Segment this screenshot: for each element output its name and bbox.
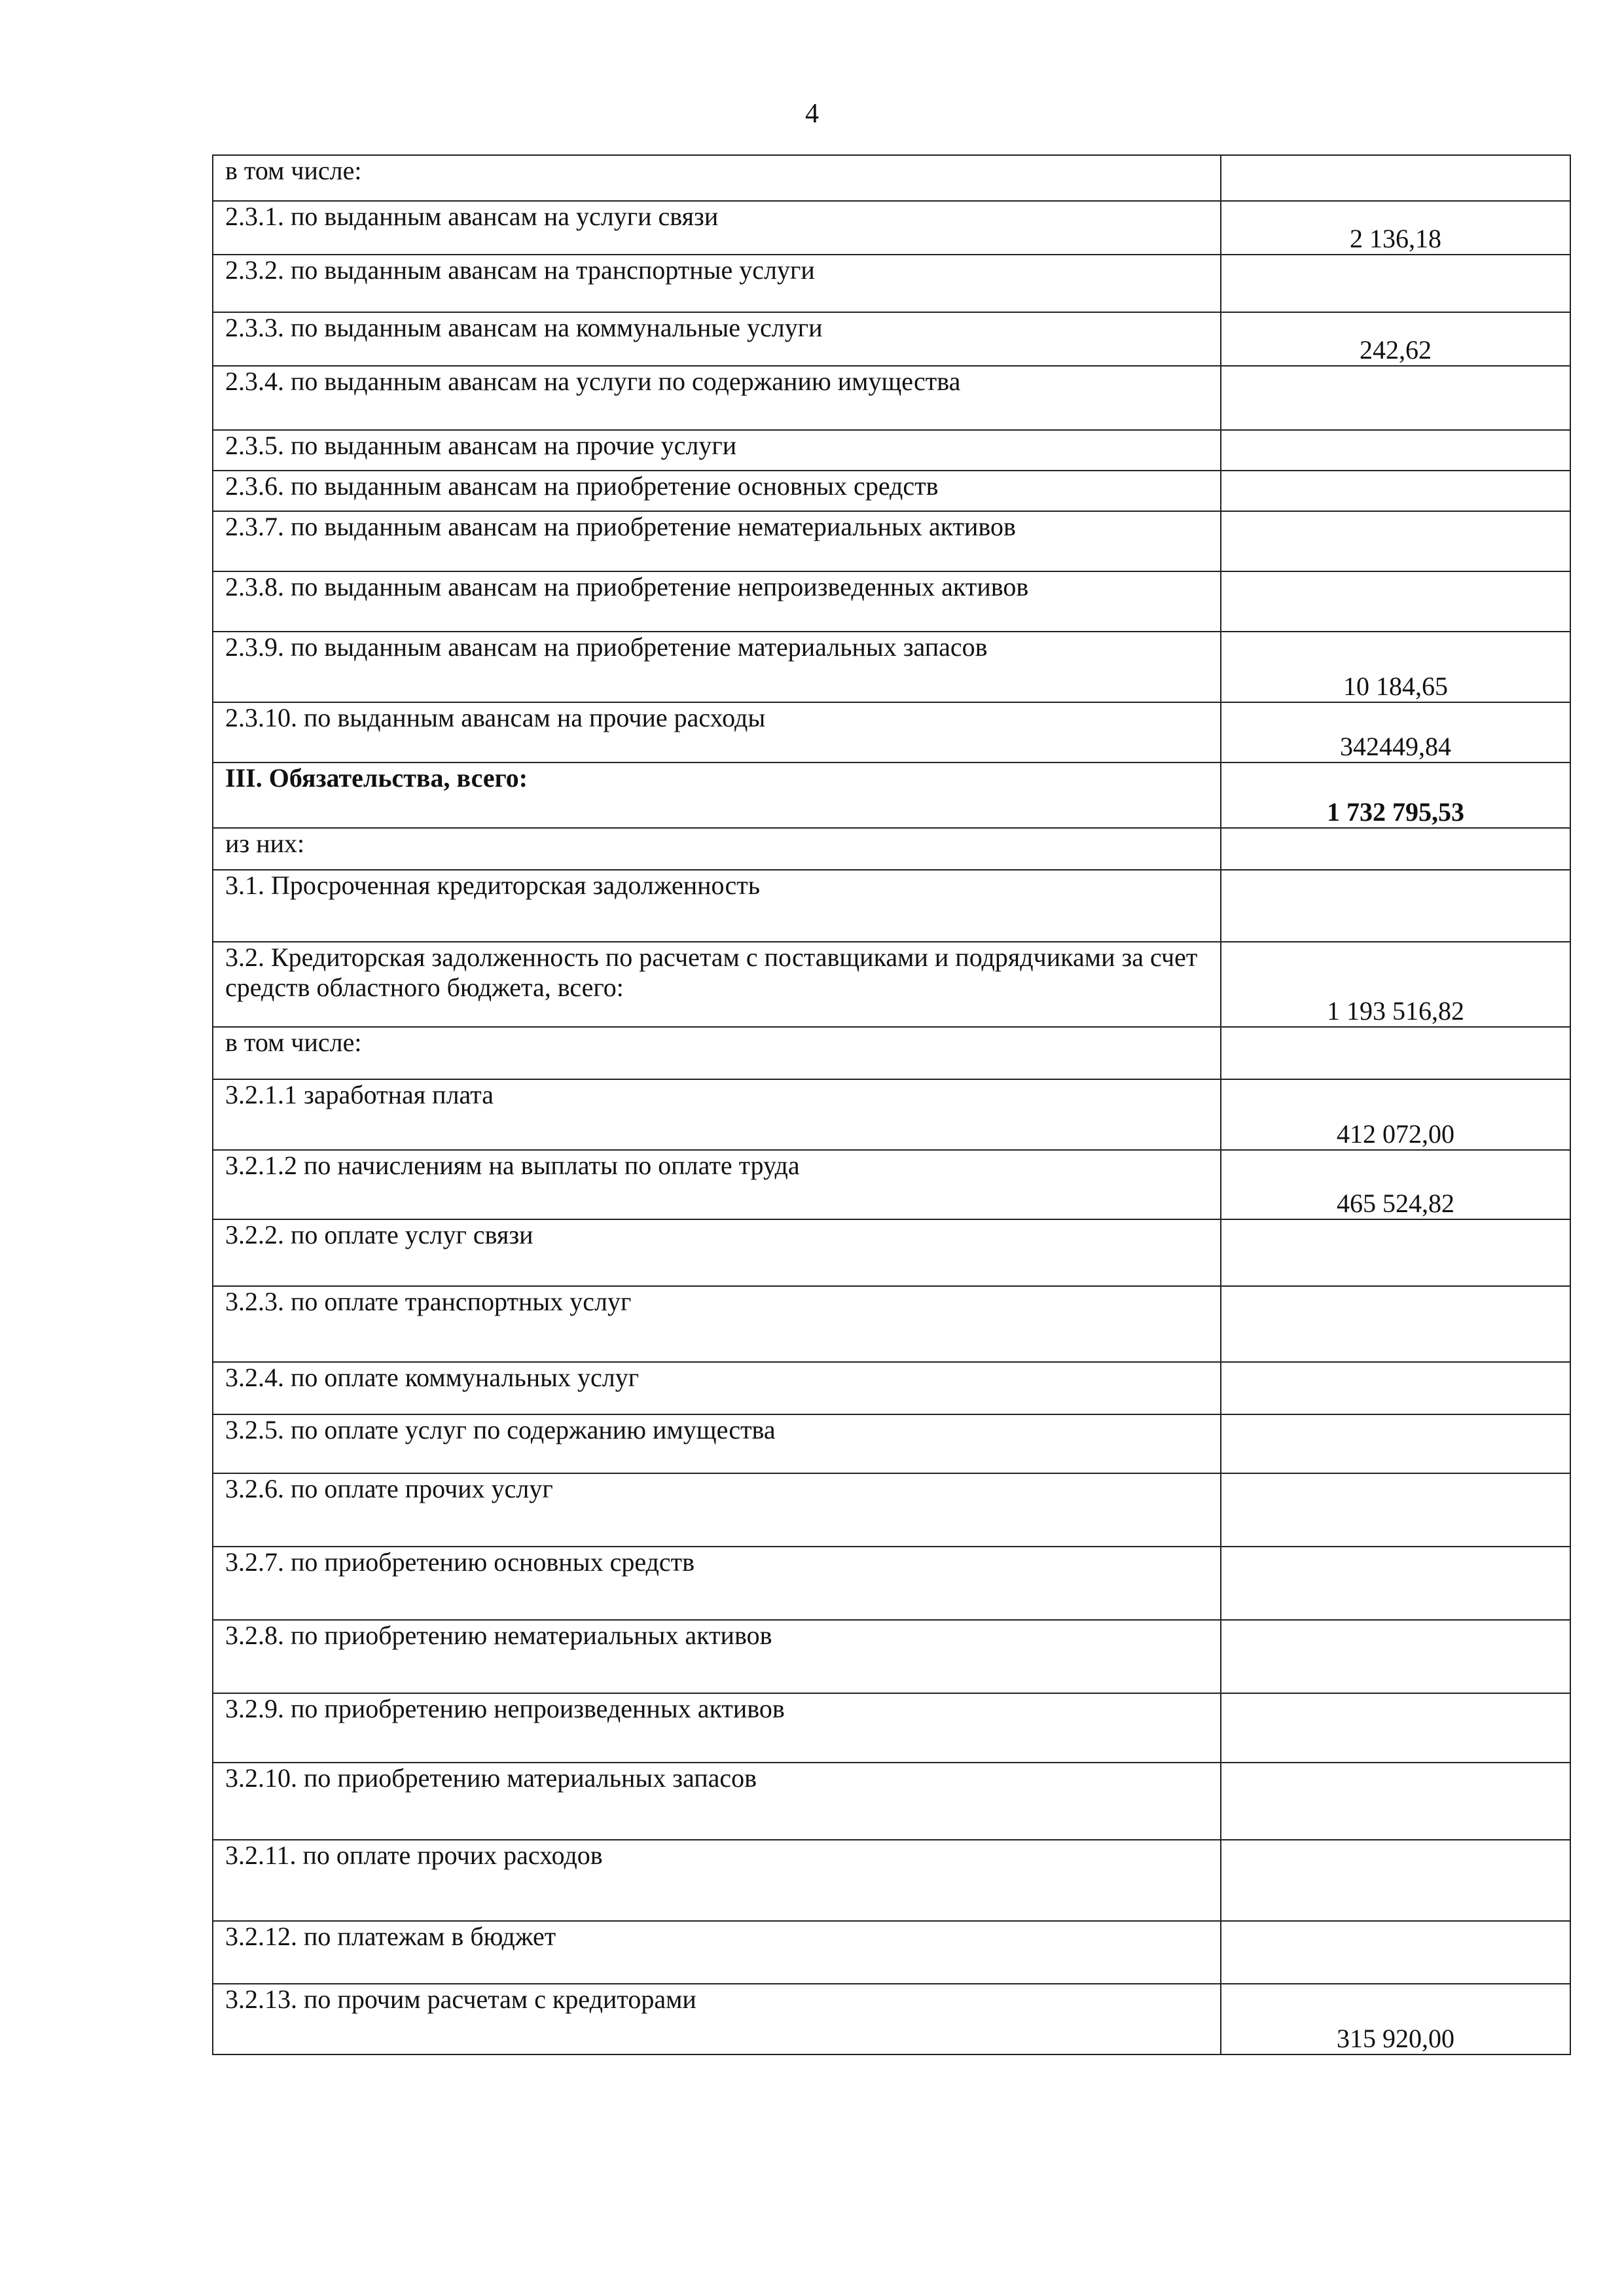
row-label: 3.2.11. по оплате прочих расходов	[213, 1840, 1221, 1921]
row-label: в том числе:	[213, 1027, 1221, 1079]
row-label: 3.1. Просроченная кредиторская задолженность	[213, 870, 1221, 942]
table-row	[213, 1921, 1570, 1984]
row-value: 10 184,65	[1221, 632, 1570, 702]
table-row	[213, 471, 1570, 511]
row-label: 2.3.1. по выданным авансам на услуги связи	[213, 201, 1221, 255]
row-label: 3.2.9. по приобретению непроизведенных активов	[213, 1693, 1221, 1763]
table-row	[213, 1362, 1570, 1414]
row-label: 3.2.8. по приобретению нематериальных активов	[213, 1620, 1221, 1693]
row-value: 342449,84	[1221, 702, 1570, 762]
row-value	[1221, 1547, 1570, 1620]
row-label: 3.2.5. по оплате услуг по содержанию имущества	[213, 1414, 1221, 1473]
row-label: 2.3.4. по выданным авансам на услуги по содержанию имущества	[213, 366, 1221, 430]
row-label: 3.2.12. по платежам в бюджет	[213, 1921, 1221, 1984]
table-row	[213, 1763, 1570, 1840]
table-row	[213, 201, 1570, 255]
row-label: 2.3.8. по выданным авансам на приобретение непроизведенных активов	[213, 571, 1221, 632]
row-label: 2.3.6. по выданным авансам на приобретение основных средств	[213, 471, 1221, 511]
table-row	[213, 1079, 1570, 1150]
row-value: 242,62	[1221, 312, 1570, 366]
table-row	[213, 366, 1570, 430]
table-row	[213, 1414, 1570, 1473]
row-value	[1221, 366, 1570, 430]
row-value	[1221, 255, 1570, 312]
table-row	[213, 1984, 1570, 2054]
table-row	[213, 430, 1570, 471]
table-row	[213, 571, 1570, 632]
row-value	[1221, 1620, 1570, 1693]
table-row	[213, 255, 1570, 312]
row-value: 465 524,82	[1221, 1150, 1570, 1219]
row-label: 3.2.3. по оплате транспортных услуг	[213, 1286, 1221, 1362]
row-label: 3.2.1.1 заработная плата	[213, 1079, 1221, 1150]
table-row	[213, 1693, 1570, 1763]
table-row	[213, 632, 1570, 702]
row-value	[1221, 1921, 1570, 1984]
table-row	[213, 1620, 1570, 1693]
row-value	[1221, 1414, 1570, 1473]
table-row	[213, 1219, 1570, 1286]
row-label: 2.3.2. по выданным авансам на транспортные услуги	[213, 255, 1221, 312]
row-label: 3.2.13. по прочим расчетам с кредиторами	[213, 1984, 1221, 2054]
row-label: 3.2.10. по приобретению материальных запасов	[213, 1763, 1221, 1840]
row-value	[1221, 1219, 1570, 1286]
row-value	[1221, 1286, 1570, 1362]
row-label: 3.2.2. по оплате услуг связи	[213, 1219, 1221, 1286]
row-label: III. Обязательства, всего:	[213, 762, 1221, 828]
row-label: 2.3.7. по выданным авансам на приобретение нематериальных активов	[213, 511, 1221, 571]
row-label: 3.2.6. по оплате прочих услуг	[213, 1473, 1221, 1547]
row-value	[1221, 828, 1570, 870]
row-value	[1221, 1840, 1570, 1921]
row-label: 2.3.10. по выданным авансам на прочие расходы	[213, 702, 1221, 762]
row-label: из них:	[213, 828, 1221, 870]
table-row	[213, 870, 1570, 942]
row-value	[1221, 471, 1570, 511]
table-row	[213, 511, 1570, 571]
table-row	[213, 1547, 1570, 1620]
row-label: 2.3.5. по выданным авансам на прочие услуги	[213, 430, 1221, 471]
row-value	[1221, 1693, 1570, 1763]
row-value: 1 732 795,53	[1221, 762, 1570, 828]
table-row	[213, 1150, 1570, 1219]
row-label: 2.3.3. по выданным авансам на коммунальные услуги	[213, 312, 1221, 366]
row-value	[1221, 1763, 1570, 1840]
row-value: 315 920,00	[1221, 1984, 1570, 2054]
row-value	[1221, 571, 1570, 632]
table-row	[213, 1286, 1570, 1362]
table-row	[213, 702, 1570, 762]
page-number: 4	[805, 99, 819, 129]
row-label: 2.3.9. по выданным авансам на приобретение материальных запасов	[213, 632, 1221, 702]
table-row	[213, 942, 1570, 1027]
row-value	[1221, 1362, 1570, 1414]
table-row	[213, 762, 1570, 828]
balance-report-table	[212, 154, 1571, 2055]
table-row	[213, 1027, 1570, 1079]
table-row	[213, 1840, 1570, 1921]
row-label: 3.2.4. по оплате коммунальных услуг	[213, 1362, 1221, 1414]
table-row	[213, 155, 1570, 201]
report-table-body	[213, 155, 1570, 2054]
row-value: 2 136,18	[1221, 201, 1570, 255]
table-row	[213, 828, 1570, 870]
row-label: 3.2.1.2 по начислениям на выплаты по оплате труда	[213, 1150, 1221, 1219]
row-value	[1221, 155, 1570, 201]
row-value	[1221, 870, 1570, 942]
row-label: в том числе:	[213, 155, 1221, 201]
table-row	[213, 312, 1570, 366]
row-value	[1221, 511, 1570, 571]
row-label: 3.2. Кредиторская задолженность по расчетам с поставщиками и подрядчиками за счет средств областного бюджета, всего:	[213, 942, 1221, 1027]
row-value: 412 072,00	[1221, 1079, 1570, 1150]
row-value: 1 193 516,82	[1221, 942, 1570, 1027]
table-row	[213, 1473, 1570, 1547]
row-value	[1221, 1027, 1570, 1079]
row-value	[1221, 430, 1570, 471]
row-label: 3.2.7. по приобретению основных средств	[213, 1547, 1221, 1620]
row-value	[1221, 1473, 1570, 1547]
